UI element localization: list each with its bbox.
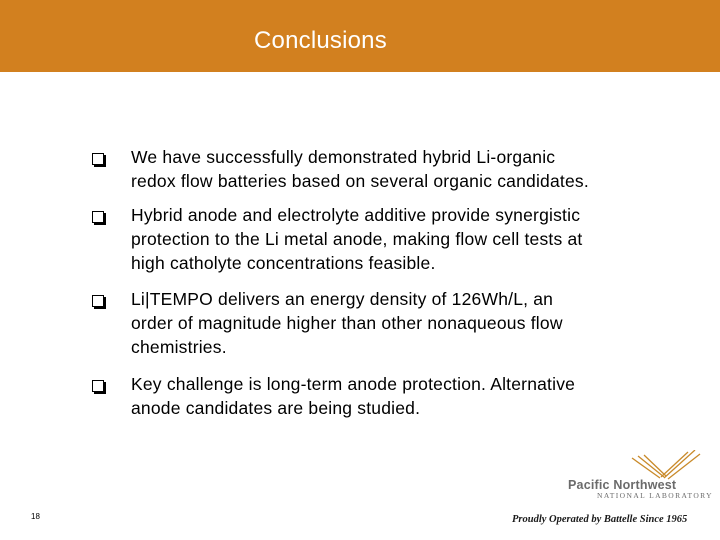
logo-name: Pacific Northwest — [568, 478, 677, 492]
bullet-line: high catholyte concentrations feasible. — [131, 253, 436, 273]
bullet-line: Li|TEMPO delivers an energy density of 126Wh/L, an — [131, 289, 554, 309]
page-number: 18 — [31, 512, 40, 521]
bullet-line: We have successfully demonstrated hybrid Li-organic — [131, 147, 556, 167]
bullet-line: order of magnitude higher than other nonaqueous flow — [131, 313, 563, 333]
bullet-text — [131, 145, 651, 193]
battelle-tagline: Proudly Operated by Battelle Since 1965 — [512, 514, 688, 525]
square-bullet-icon — [92, 295, 104, 307]
bullet-line: chemistries. — [131, 337, 227, 357]
bullet-text — [131, 372, 651, 420]
square-bullet-icon — [92, 380, 104, 392]
bullet-text — [131, 203, 651, 275]
bullet-line: Hybrid anode and electrolyte additive provide synergistic — [131, 205, 581, 225]
logo-subtitle: NATIONAL LABORATORY — [597, 491, 713, 500]
bullet-text — [131, 287, 651, 359]
slide-title: Conclusions — [254, 27, 387, 54]
bullet-line: anode candidates are being studied. — [131, 398, 421, 418]
bullet-line: protection to the Li metal anode, making flow cell tests at — [131, 229, 583, 249]
bullet-line: Key challenge is long-term anode protection. Alternative — [131, 374, 576, 394]
square-bullet-icon — [92, 211, 104, 223]
bullet-line: redox flow batteries based on several organic candidates. — [131, 171, 589, 191]
square-bullet-icon — [92, 153, 104, 165]
